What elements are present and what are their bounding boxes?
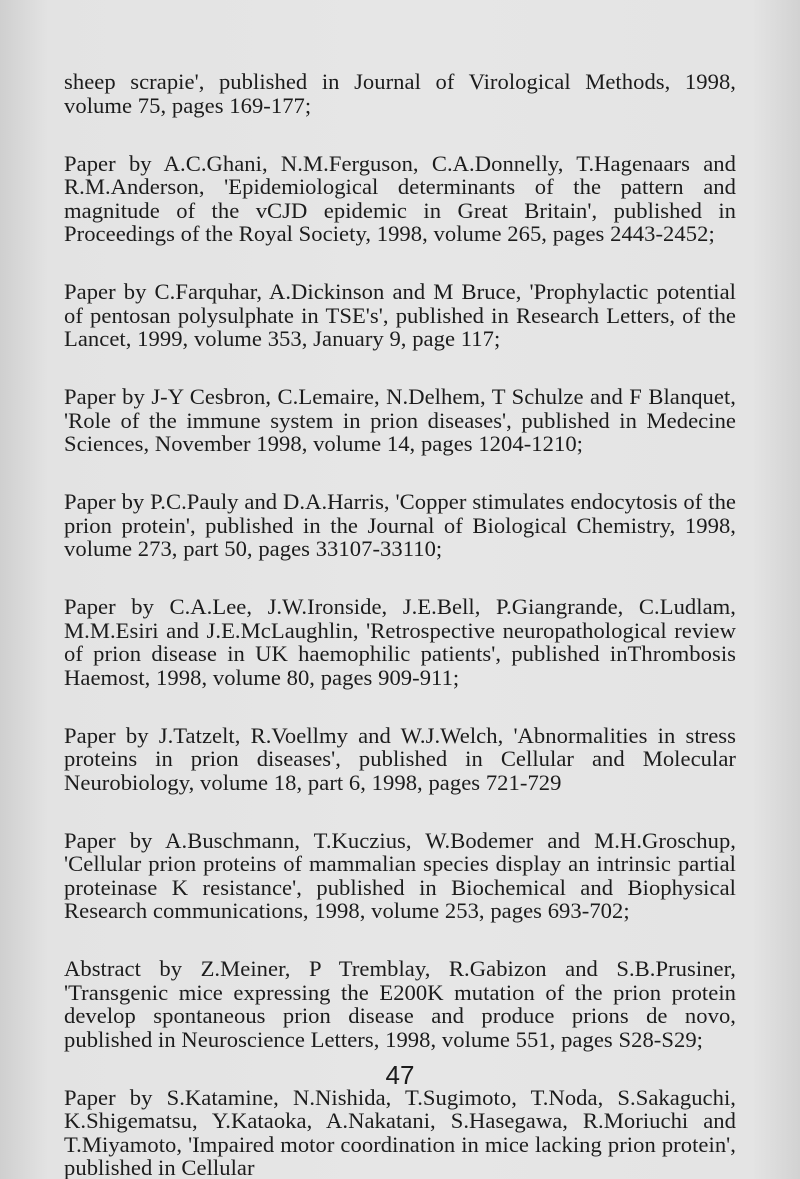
reference-entry-katamine: Paper by S.Katamine, N.Nishida, T.Sugimoto, T.Noda, S.Sakaguchi, K.Shigematsu, Y.Kataoka, A.Nakatani, S.Hasegawa, R.Moriuchi and T.Miyamoto, 'Impaired motor coordination in mice lacking prion protein', published in Cellular [64,1084,736,1179]
reference-entry-continued: sheep scrapie', published in Journal of Virological Methods, 1998, volume 75, pages 169-177; [64,69,736,118]
reference-entry-ghani: Paper by A.C.Ghani, N.M.Ferguson, C.A.Donnelly, T.Hagenaars and R.M.Anderson, 'Epidemiological determinants of the pattern and magnitude of the vCJD epidemic in Great Britain', published in Proceedings of the Royal Society, 1998, volume 265, pages 2443-2452; [64,150,736,246]
reference-entry-meiner: Abstract by Z.Meiner, P Tremblay, R.Gabizon and S.B.Prusiner, 'Transgenic mice expressing the E200K mutation of the prion protein develop spontaneous prion disease and produce prions de novo, published in Neuroscience Letters, 1998, volume 551, pages S28-S29; [64,956,736,1052]
reference-entry-lee: Paper by C.A.Lee, J.W.Ironside, J.E.Bell, P.Giangrande, C.Ludlam, M.M.Esiri and J.E.McLaughlin, 'Retrospective neuropathological review of prion disease in UK haemophilic patients', published inThrombosis Haemost, 1998, volume 80, pages 909-911; [64,594,736,690]
reference-entry-tatzelt: Paper by J.Tatzelt, R.Voellmy and W.J.Welch, 'Abnormalities in stress proteins in prion diseases', published in Cellular and Molecular Neurobiology, volume 18, part 6, 1998, pages 721-729 [64,722,736,795]
page-number: 47 [385,1060,415,1090]
reference-entry-pauly: Paper by P.C.Pauly and D.A.Harris, 'Copper stimulates endocytosis of the prion protein', published in the Journal of Biological Chemistry, 1998, volume 273, part 50, pages 33107-33110; [64,489,736,561]
reference-entry-farquhar: Paper by C.Farquhar, A.Dickinson and M Bruce, 'Prophylactic potential of pentosan polysulphate in TSE's', published in Research Letters, of the Lancet, 1999, volume 353, January 9, page 117; [64,279,736,351]
reference-entry-buschmann: Paper by A.Buschmann, T.Kuczius, W.Bodemer and M.H.Groschup, 'Cellular prion proteins of mammalian species display an intrinsic partial proteinase K resistance', published in Biochemical and Biophysical Research communications, 1998, volume 253, pages 693-702; [64,827,736,923]
reference-entry-cesbron: Paper by J-Y Cesbron, C.Lemaire, N.Delhem, T Schulze and F Blanquet, 'Role of the immune system in prion diseases', published in Medecine Sciences, November 1998, volume 14, pages 1204-1210; [64,384,736,456]
